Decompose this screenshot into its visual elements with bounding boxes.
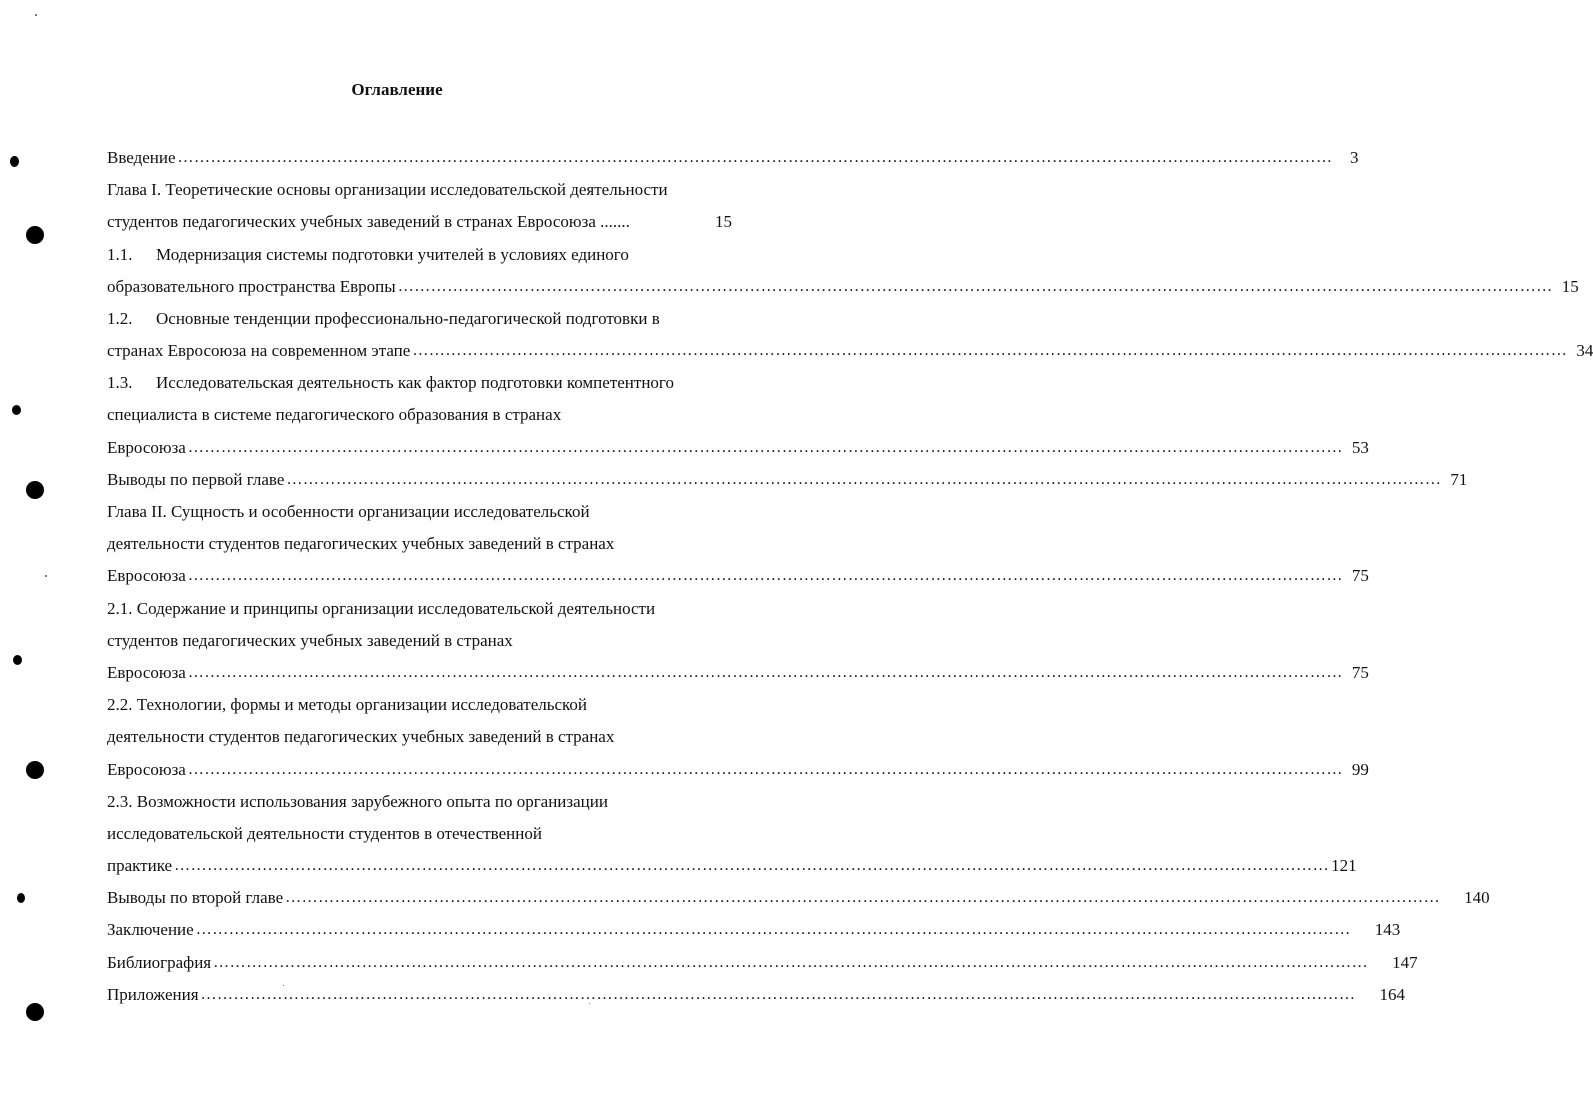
toc-line: Введение ………………………………………………………………………………………………………………………………………………………………………………………… 3 [107, 147, 1359, 167]
toc-line: деятельности студентов педагогических учебных заведений в странах [107, 727, 615, 747]
binder-hole-mark [26, 226, 44, 244]
toc-line: студентов педагогических учебных заведений в странах Евросоюза ....... 15 [107, 212, 732, 232]
toc-line: 1.2. Основные тенденции профессионально-педагогической подготовки в [107, 308, 660, 328]
toc-line: 2.2. Технологии, формы и методы организации исследовательской [107, 695, 588, 715]
toc-line: Глава II. Сущность и особенности организации исследовательской [107, 502, 590, 522]
scan-speck [35, 14, 37, 16]
toc-line: специалиста в системе педагогического образования в странах [107, 405, 562, 425]
toc-line: Евросоюза ………………………………………………………………………………………………………………………………………………………………………………………… 75 [107, 662, 1369, 682]
toc-line: 1.3. Исследовательская деятельность как фактор подготовки компетентного [107, 373, 674, 393]
binder-hole-mark [12, 405, 21, 415]
page-title: Оглавление [351, 80, 443, 99]
toc-line: 2.3. Возможности использования зарубежного опыта по организации [107, 791, 608, 811]
toc-line: Евросоюза ………………………………………………………………………………………………………………………………………………………………………………………… 75 [107, 566, 1369, 586]
toc-line: Евросоюза ………………………………………………………………………………………………………………………………………………………………………………………… 99 [107, 759, 1369, 779]
binder-hole-mark [26, 1003, 44, 1021]
toc-line: странах Евросоюза на современном этапе ………………………………………………………………………………………………………………………………………………………………………………………… 34 [107, 341, 1593, 361]
table-of-contents [107, 142, 1593, 1011]
toc-line: Евросоюза ………………………………………………………………………………………………………………………………………………………………………………………… 53 [107, 437, 1369, 457]
toc-line: Выводы по второй главе ………………………………………………………………………………………………………………………………………………………………………………………… 140 [107, 888, 1490, 908]
toc-line: Выводы по первой главе ………………………………………………………………………………………………………………………………………………………………………………………… 71 [107, 469, 1468, 489]
toc-line: Заключение ………………………………………………………………………………………………………………………………………………………………………………………… 143 [107, 920, 1401, 940]
toc-line: практике ………………………………………………………………………………………………………………………………………………………………………………………… 121 [107, 856, 1357, 876]
toc-line: 1.1. Модернизация системы подготовки учителей в условиях единого [107, 244, 629, 264]
toc-line: Библиография ………………………………………………………………………………………………………………………………………………………………………………………… 147 [107, 952, 1418, 972]
toc-line: образовательного пространства Европы ………………………………………………………………………………………………………………………………………………………………………………………… 15 [107, 276, 1579, 296]
binder-hole-mark [26, 761, 44, 779]
binder-hole-mark [26, 481, 44, 499]
scan-speck [589, 1003, 590, 1004]
toc-line: 2.1. Содержание и принципы организации исследовательской деятельности [107, 598, 656, 618]
scan-speck [283, 985, 284, 986]
toc-line: студентов педагогических учебных заведений в странах [107, 630, 513, 650]
toc-line: Глава I. Теоретические основы организации исследовательской деятельности [107, 180, 668, 200]
binder-hole-mark [10, 156, 19, 167]
toc-line: деятельности студентов педагогических учебных заведений в странах [107, 534, 615, 554]
scan-speck [45, 575, 47, 577]
toc-line: Приложения ………………………………………………………………………………………………………………………………………………………………………………………… 164 [107, 984, 1406, 1004]
binder-hole-mark [17, 893, 25, 903]
toc-line: исследовательской деятельности студентов в отечественной [107, 823, 542, 843]
binder-hole-mark [13, 655, 22, 665]
